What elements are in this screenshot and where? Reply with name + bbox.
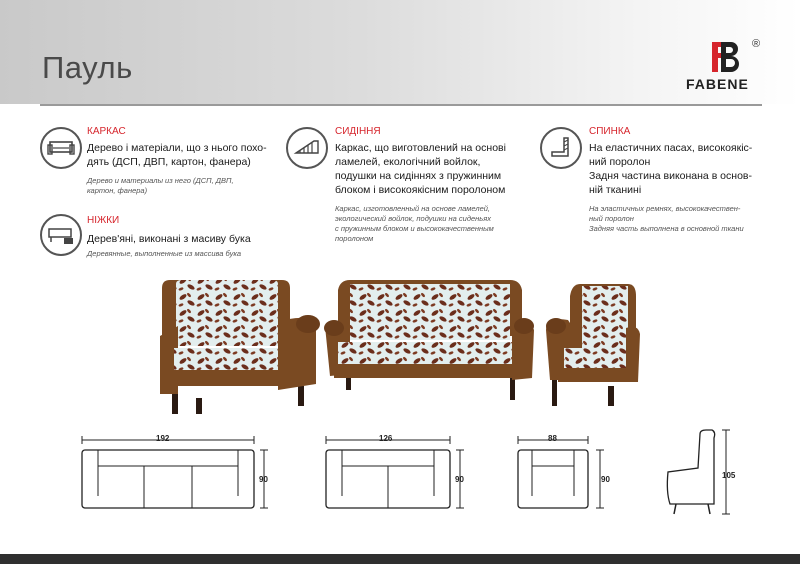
spynka-ua-line-2: ний поролон — [589, 156, 651, 168]
karkas-ru-line-2: картон, фанера) — [87, 186, 148, 195]
height-label: 105 — [722, 471, 736, 480]
sofa2-width-label: 126 — [379, 434, 393, 443]
armchair-image — [546, 284, 640, 406]
sofa-legs-icon — [40, 214, 82, 256]
sydinnia-ru-line-3: с пружинным блоком и высококачественным — [335, 224, 494, 233]
header-divider — [40, 104, 762, 106]
heading-nizhky: НІЖКИ — [87, 215, 120, 226]
karkas-ua-line-1: Дерево і матеріали, що з нього похо- — [87, 142, 267, 154]
sydinnia-ru-line-1: Каркас, изготовленный на основе ламелей, — [335, 204, 490, 213]
sydinnia-ua-line-2: ламелей, екологічний войлок, — [335, 156, 481, 168]
loveseat-plan-drawing — [322, 432, 472, 516]
karkas-ua-line-2: дять (ДСП, ДВП, картон, фанера) — [87, 156, 251, 168]
sofa3-width-label: 192 — [156, 434, 170, 443]
sofa3-depth-label: 90 — [259, 475, 268, 484]
heading-karkas: КАРКАС — [87, 126, 126, 137]
spynka-ua-line-1: На еластичних пасах, високоякіс- — [589, 142, 753, 154]
spynka-ua-line-4: ній тканині — [589, 184, 642, 196]
spynka-ru-line-1: На эластичных ремнях, высококачествен- — [589, 204, 741, 213]
spynka-ru-line-3: Задняя часть выполнена в основной ткани — [589, 224, 744, 233]
footer-bar — [0, 554, 800, 564]
sydinnia-ua-line-4: блоком і високоякісним поролоном — [335, 184, 506, 196]
heading-sydinnia: СИДІННЯ — [335, 126, 381, 137]
sydinnia-ru-line-4: поролоном — [335, 234, 374, 243]
nizhky-ru-line-1: Деревянные, выполненные из массива бука — [87, 249, 242, 258]
sofa2-depth-label: 90 — [455, 475, 464, 484]
spynka-ua-line-3: Задня частина виконана в основ- — [589, 170, 752, 182]
page-title: Пауль — [42, 50, 133, 85]
sydinnia-ru-line-2: экологический войлок, подушки на сиденьях — [335, 214, 491, 223]
side-view-drawing — [660, 428, 750, 520]
armchair-plan-drawing — [514, 432, 614, 516]
sofa-plan-drawing — [78, 432, 278, 516]
nizhky-ua-line-1: Дерев'яні, виконані з масиву бука — [87, 233, 251, 245]
registered-mark: ® — [752, 38, 761, 50]
sofa-frame-icon — [40, 127, 82, 169]
brand-name: FABENE — [686, 76, 749, 92]
loveseat-image — [160, 280, 320, 414]
sydinnia-ua-line-3: подушки на сидіннях з пружинним — [335, 170, 502, 182]
karkas-ru-line-1: Дерево и материалы из него (ДСП, ДВП, — [87, 176, 234, 185]
backrest-icon — [540, 127, 582, 169]
armchair-depth-label: 90 — [601, 475, 610, 484]
seat-springs-icon — [286, 127, 328, 169]
sydinnia-ua-line-1: Каркас, що виготовлений на основі — [335, 142, 506, 154]
armchair-width-label: 88 — [548, 434, 557, 443]
sofa-image — [324, 280, 534, 400]
spynka-ru-line-2: ный поролон — [589, 214, 634, 223]
product-photo — [160, 276, 640, 416]
heading-spynka: СПИНКА — [589, 126, 631, 137]
